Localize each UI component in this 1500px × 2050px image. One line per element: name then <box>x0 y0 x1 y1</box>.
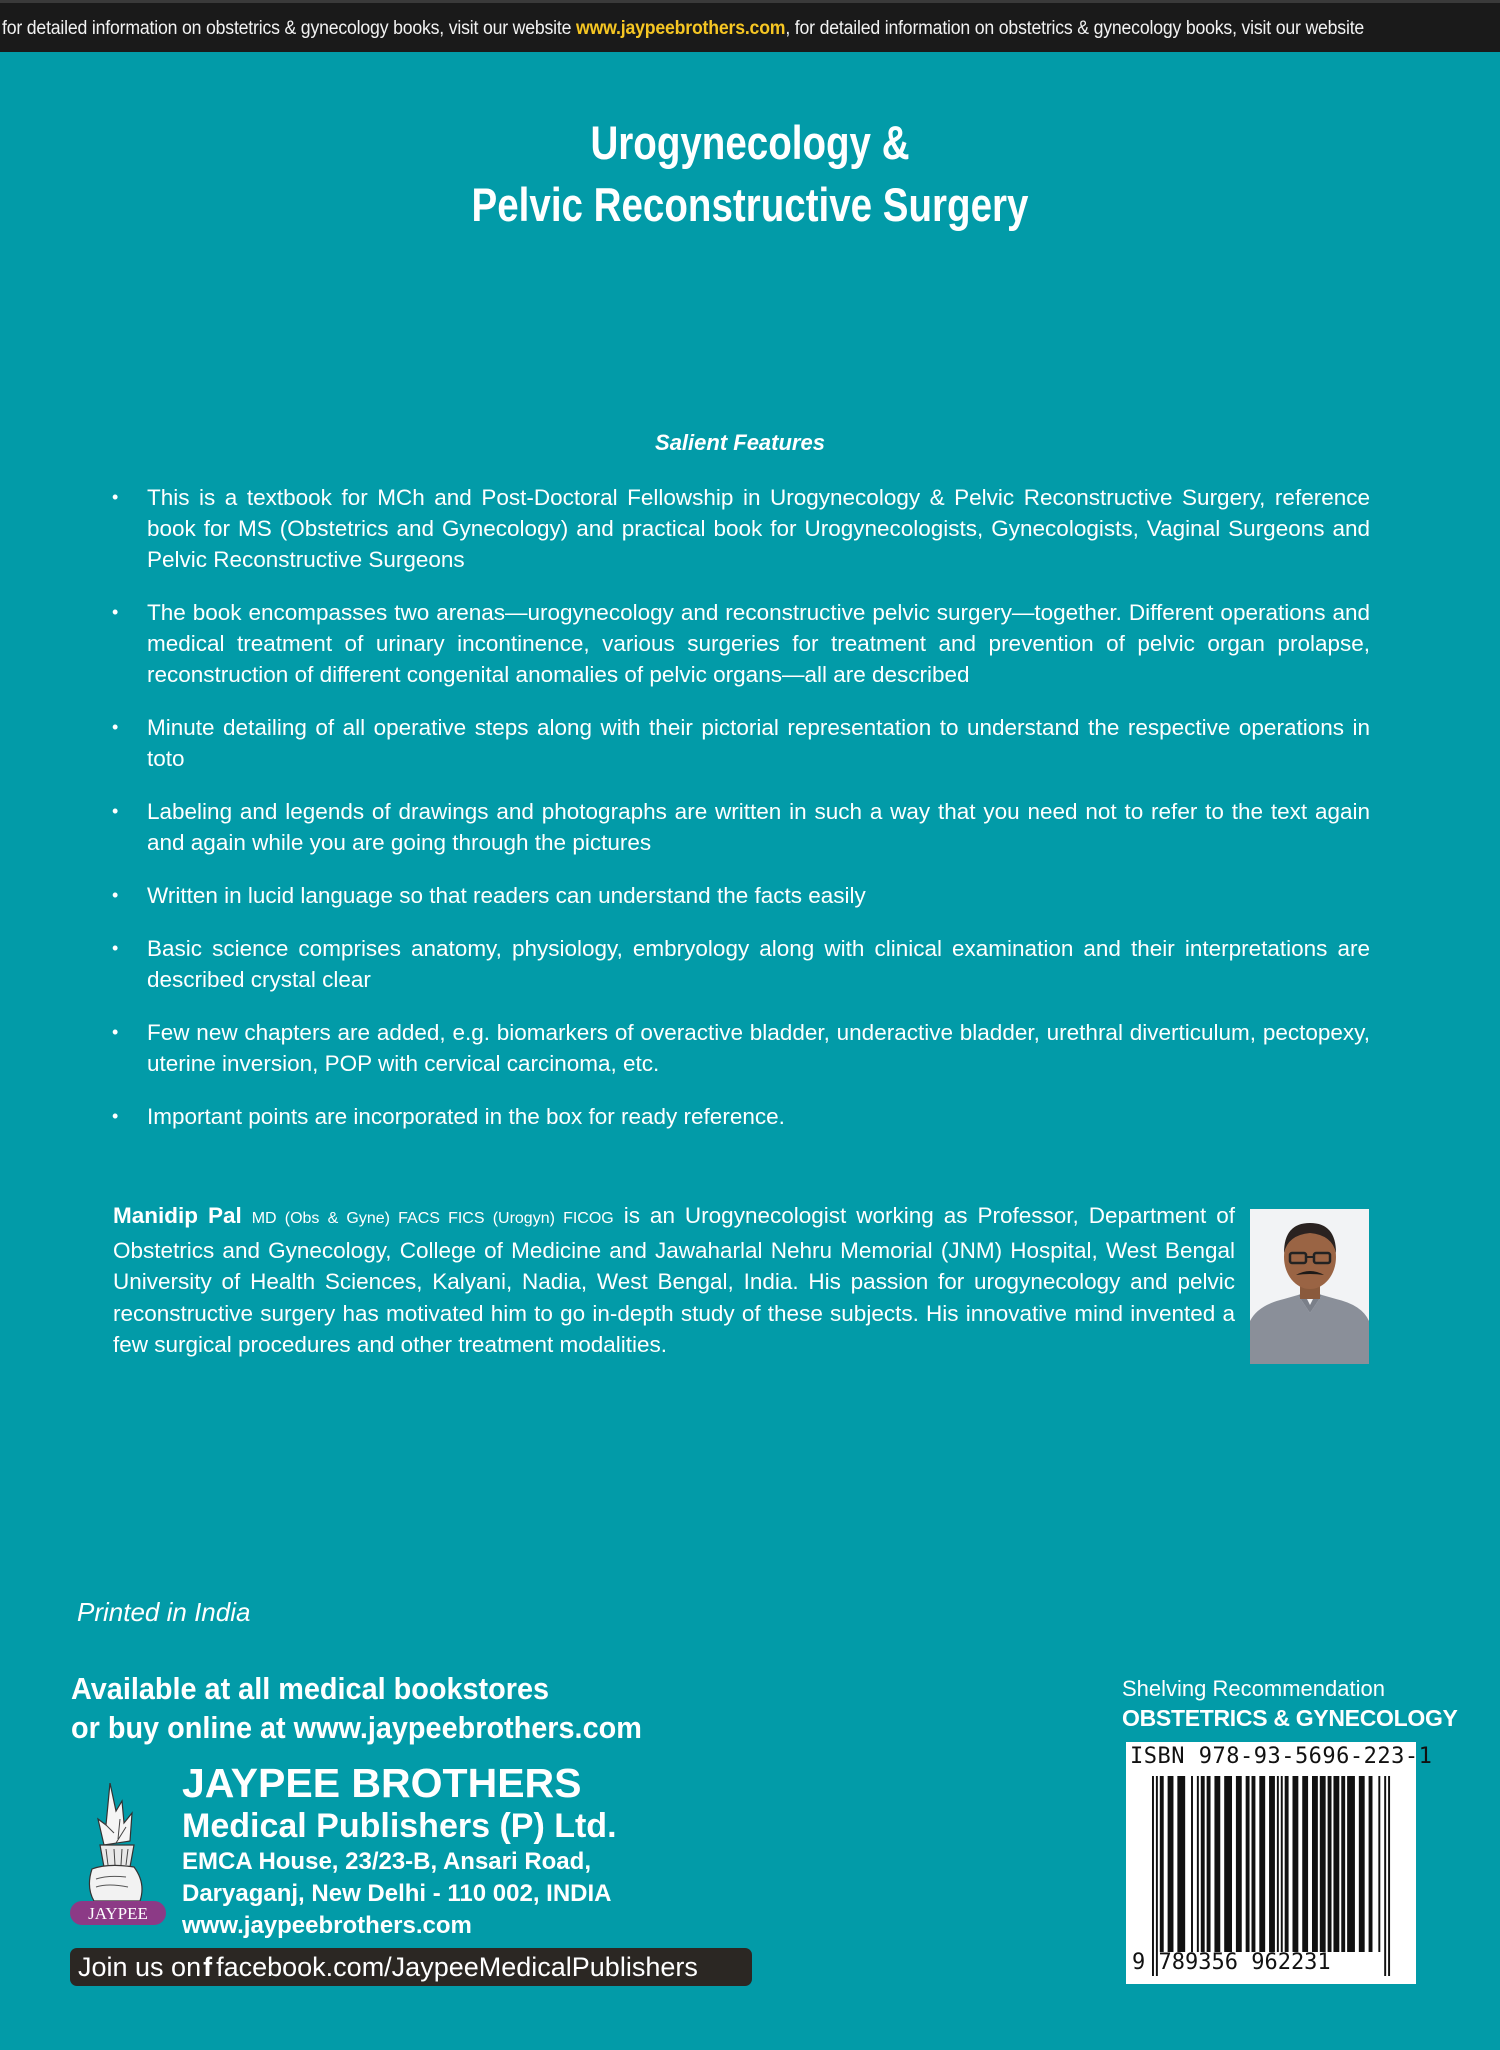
barcode-bar <box>1269 1776 1275 1952</box>
barcode-bar <box>1236 1776 1242 1952</box>
shelving-category: OBSTETRICS & GYNECOLOGY <box>1122 1705 1458 1731</box>
availability-text <box>71 1669 685 1747</box>
barcode-bar <box>1369 1776 1373 1952</box>
printed-in-label: Printed in India <box>77 1597 251 1627</box>
barcode-bar <box>1177 1776 1185 1952</box>
barcode-bar <box>1259 1776 1265 1952</box>
bullet-icon: • <box>112 487 119 507</box>
feature-text: This is a textbook for MCh and Post-Doctoral Fellowship in Urogynecology & Pelvic Reconstructive Surgery, reference book for MS (Obstetrics and Gynecology) and practical book for Urogynecologists, Gynecologists, Vaginal Surgeons and Pelvic Reconstructive Surgeons <box>147 485 1370 572</box>
shelving-label: Shelving Recommendation <box>1122 1676 1385 1701</box>
barcode-bar <box>1152 1776 1154 1976</box>
barcode-bar <box>1160 1776 1164 1952</box>
barcode-bar <box>1384 1776 1386 1976</box>
bullet-icon: • <box>112 602 119 622</box>
barcode-bar <box>1333 1776 1339 1952</box>
barcode-bar <box>1378 1776 1380 1952</box>
facebook-prefix: Join us on <box>78 1952 202 1982</box>
shelving-recommendation <box>1122 1675 1458 1733</box>
torch-logo-icon <box>68 1783 168 1928</box>
facebook-icon: f <box>203 1952 213 1982</box>
feature-item <box>112 796 1370 858</box>
bullet-icon: • <box>112 801 119 821</box>
publisher-address-line2: Daryaganj, New Delhi - 110 002, INDIA <box>182 1880 612 1907</box>
promo-website-link[interactable]: www.jaypeebrothers.com <box>576 18 786 39</box>
publisher-website-link[interactable]: www.jaypeebrothers.com <box>182 1912 472 1939</box>
promo-text: for detailed information on obstetrics & gynecology books, visit our website <box>2 18 577 39</box>
publisher-address-line1: EMCA House, 23/23-B, Ansari Road, <box>182 1848 591 1875</box>
barcode-bar <box>1224 1776 1232 1952</box>
barcode-bar <box>1246 1776 1250 1952</box>
barcode-bar <box>1341 1776 1345 1952</box>
barcode-bar <box>1281 1776 1283 1952</box>
availability-line2: or buy online at www.jaypeebrothers.com <box>71 1710 642 1745</box>
isbn-barcode <box>1126 1742 1433 1984</box>
bullet-icon: • <box>112 885 119 905</box>
author-bio <box>113 1200 1235 1361</box>
salient-features-heading: Salient Features <box>655 430 825 455</box>
barcode-bar <box>1320 1776 1326 1952</box>
barcode-bar <box>1191 1776 1193 1952</box>
barcode-digits: 9 789356 962231 <box>1132 1950 1331 1975</box>
bullet-icon: • <box>112 1106 119 1126</box>
book-title <box>0 112 1500 236</box>
barcode-bar <box>1214 1776 1220 1952</box>
feature-text: Written in lucid language so that readers can understand the facts easily <box>147 883 866 908</box>
feature-item <box>112 597 1370 690</box>
barcode-bar <box>1252 1776 1256 1952</box>
barcode-bar <box>1168 1776 1174 1952</box>
barcode-bar <box>1285 1776 1289 1952</box>
publisher-subtitle: Medical Publishers (P) Ltd. <box>182 1807 617 1845</box>
top-promo-band <box>0 0 1500 52</box>
feature-item <box>112 1017 1370 1079</box>
bullet-icon: • <box>112 717 119 737</box>
feature-text: The book encompasses two arenas—urogynecology and reconstructive pelvic surgery—together. Different operations and medical treatment of urinary incontinence, various surgeries for treatment and prevention of pelvic organ prolapse, reconstruction of different congenital anomalies of pelvic organs—all are described <box>147 600 1370 687</box>
barcode-icon <box>1126 1742 1416 1984</box>
facebook-link[interactable]: facebook.com/JaypeeMedicalPublishers <box>216 1952 698 1982</box>
feature-text: Basic science comprises anatomy, physiology, embryology along with clinical examination and their interpretations are described crystal clear <box>147 936 1370 992</box>
author-name: Manidip Pal <box>113 1203 242 1228</box>
author-credentials: MD (Obs & Gyne) FACS FICS (Urogyn) FICOG <box>251 1210 614 1227</box>
barcode-bar <box>1347 1776 1355 1952</box>
availability-line1: Available at all medical bookstores <box>71 1671 550 1706</box>
feature-item <box>112 880 1370 911</box>
logo-label: JAYPEE <box>88 1904 148 1923</box>
author-photo <box>1250 1209 1369 1364</box>
bullet-icon: • <box>112 938 119 958</box>
barcode-bar <box>1388 1776 1390 1976</box>
book-title-line2: Pelvic Reconstructive Surgery <box>471 178 1029 231</box>
publisher-name: JAYPEE BROTHERS <box>182 1760 582 1806</box>
barcode-bar <box>1156 1776 1158 1976</box>
feature-item <box>112 933 1370 995</box>
feature-item <box>112 482 1370 575</box>
feature-text: Important points are incorporated in the box for ready reference. <box>147 1104 785 1129</box>
barcode-bar <box>1277 1776 1279 1952</box>
feature-text: Few new chapters are added, e.g. biomarkers of overactive bladder, underactive bladder, urethral diverticulum, pectopexy, uterine inversion, POP with cervical carcinoma, etc. <box>147 1020 1370 1076</box>
facebook-bar[interactable] <box>70 1948 752 1986</box>
bullet-icon: • <box>112 1022 119 1042</box>
barcode-bar <box>1197 1776 1199 1952</box>
isbn-text: ISBN 978-93-5696-223-1 <box>1130 1744 1433 1769</box>
feature-item <box>112 712 1370 774</box>
promo-text-repeat: , for detailed information on obstetrics & gynecology books, visit our website <box>785 18 1365 39</box>
barcode-bar <box>1302 1776 1308 1952</box>
book-title-line1: Urogynecology & <box>590 116 910 169</box>
publisher-info <box>182 1760 617 1942</box>
barcode-bar <box>1292 1776 1298 1952</box>
author-bio-text: is an Urogynecologist working as Professor, Department of Obstetrics and Gynecology, College of Medicine and Jawaharlal Nehru Memorial (JNM) Hospital, West Bengal University of Health Sciences, Kalyani, Nadia, West Bengal, India. His passion for urogynecology and pelvic reconstructive surgery has motivated him to go in-depth study of these subjects. His innovative mind invented a few surgical procedures and other treatment modalities. <box>113 1203 1235 1357</box>
jaypee-logo <box>68 1783 168 1928</box>
feature-text: Minute detailing of all operative steps along with their pictorial representation to understand the respective operations in toto <box>147 715 1370 771</box>
barcode-bar <box>1207 1776 1211 1952</box>
barcode-bar <box>1328 1776 1332 1952</box>
barcode-bar <box>1359 1776 1365 1952</box>
feature-item <box>112 1101 1370 1132</box>
barcode-bar <box>1201 1776 1205 1952</box>
author-portrait-icon <box>1250 1209 1369 1364</box>
barcode-bar <box>1312 1776 1318 1952</box>
salient-features-list <box>112 482 1370 1154</box>
feature-text: Labeling and legends of drawings and photographs are written in such a way that you need not to refer to the text again and again while you are going through the pictures <box>147 799 1370 855</box>
